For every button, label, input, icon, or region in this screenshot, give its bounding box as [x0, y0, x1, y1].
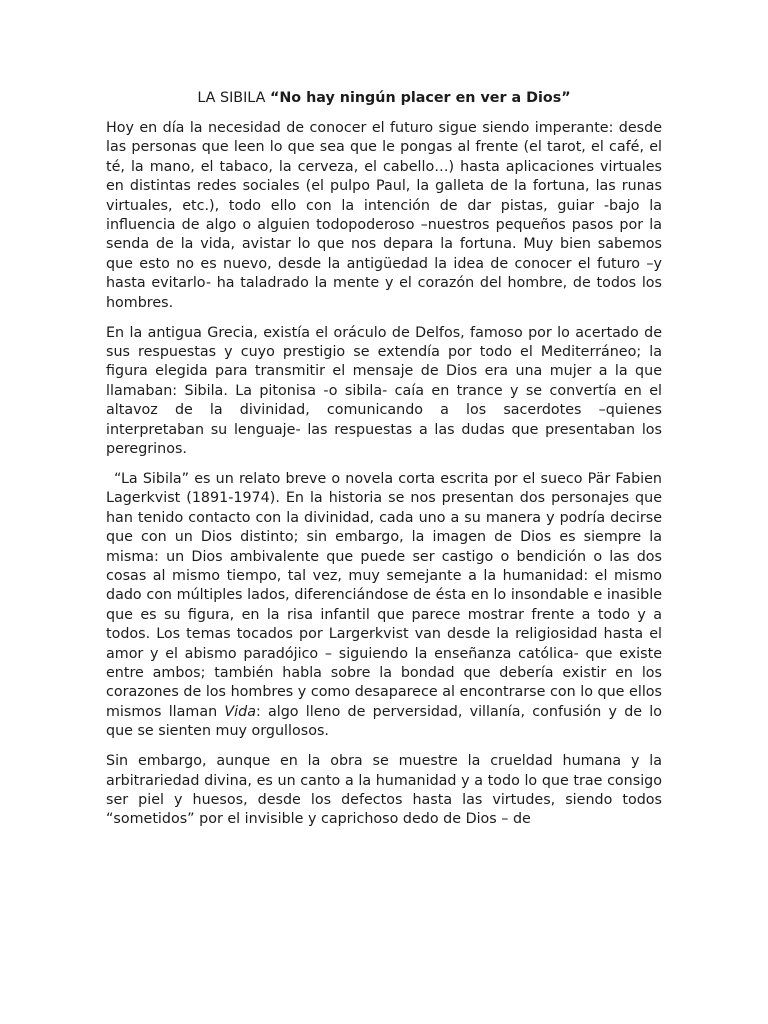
paragraph-2: En la antigua Grecia, existía el oráculo de Delfos, famoso por lo acertado de sus respuestas y cuyo prestigio se extendía por todo el Mediterráneo; la figura elegida para transmitir el mensaje de Dios era una mujer a la que llamaban: Sibila. La pitonisa -o sibila- caía en trance y se convertía en el altavoz de la divinidad, comunicando a los sacerdotes –quienes interpretaban su lenguaje- las respuestas a las dudas que presentaban los peregrinos. [106, 324, 662, 457]
document-body [106, 88, 662, 830]
paragraph-3-text: “La Sibila” es un relato breve o novela corta escrita por el sueco Pär Fabien Lagerkvist (1891-1974). En la historia se nos presentan dos personajes que han tenido contacto con la divinidad, cada uno a su manera y podría decirse que con un Dios distinto; sin embargo, la imagen de Dios es siempre la misma: un Dios ambivalente que puede ser castigo o bendición o las dos cosas al mismo tiempo, tal vez, muy semejante a la humanidad: el mismo dado con múltiples lados, diferenciándose de ésta en lo insondable e inasible que es su figura, en la risa infantil que parece mostrar frente a todo y a todos. Los temas tocados por Largerkvist van desde la religiosidad hasta el amor y el abismo paradójico – siguiendo la enseñanza católica- que existe entre ambos; también habla sobre la bondad que debería existir en los corazones de los hombres y como desaparece al encontrarse con lo que ellos mismos llaman [106, 470, 662, 720]
paragraph-4: Sin embargo, aunque en la obra se muestre la crueldad humana y la arbitrariedad divina, es un canto a la humanidad y a todo lo que trae consigo ser piel y huesos, desde los defectos hasta las virtudes, siendo todos “sometidos” por el invisible y caprichoso dedo de Dios – de [106, 753, 662, 828]
document-title [106, 88, 662, 108]
paragraph-3-italic-word: Vida [224, 703, 256, 720]
paragraph-1: Hoy en día la necesidad de conocer el futuro sigue siendo imperante: desde las personas que leen lo que sea que le pongas al frente (el tarot, el café, el té, la mano, el tabaco, la cerveza, el cabello…) hasta aplicaciones virtuales en distintas redes sociales (el pulpo Paul, la galleta de la fortuna, las runas virtuales, etc.), todo ello con la intención de dar pistas, guiar -bajo la influencia de algo o alguien todopoderoso –nuestros pequeños pasos por la senda de la vida, avistar lo que nos depara la fortuna. Muy bien sabemos que esto no es nuevo, desde la antigüedad la idea de conocer el futuro –y hasta evitarlo- ha taladrado la mente y el corazón del hombre, de todos los hombres. [106, 120, 662, 311]
title-quote: “No hay ningún placer en ver a Dios” [269, 90, 571, 106]
title-prefix: LA SIBILA [197, 90, 270, 106]
paragraph-3-tail: : algo lleno de perversidad, villanía, confusión y de lo que se sienten muy orgullosos. [106, 703, 663, 740]
paragraph-3 [106, 470, 662, 742]
